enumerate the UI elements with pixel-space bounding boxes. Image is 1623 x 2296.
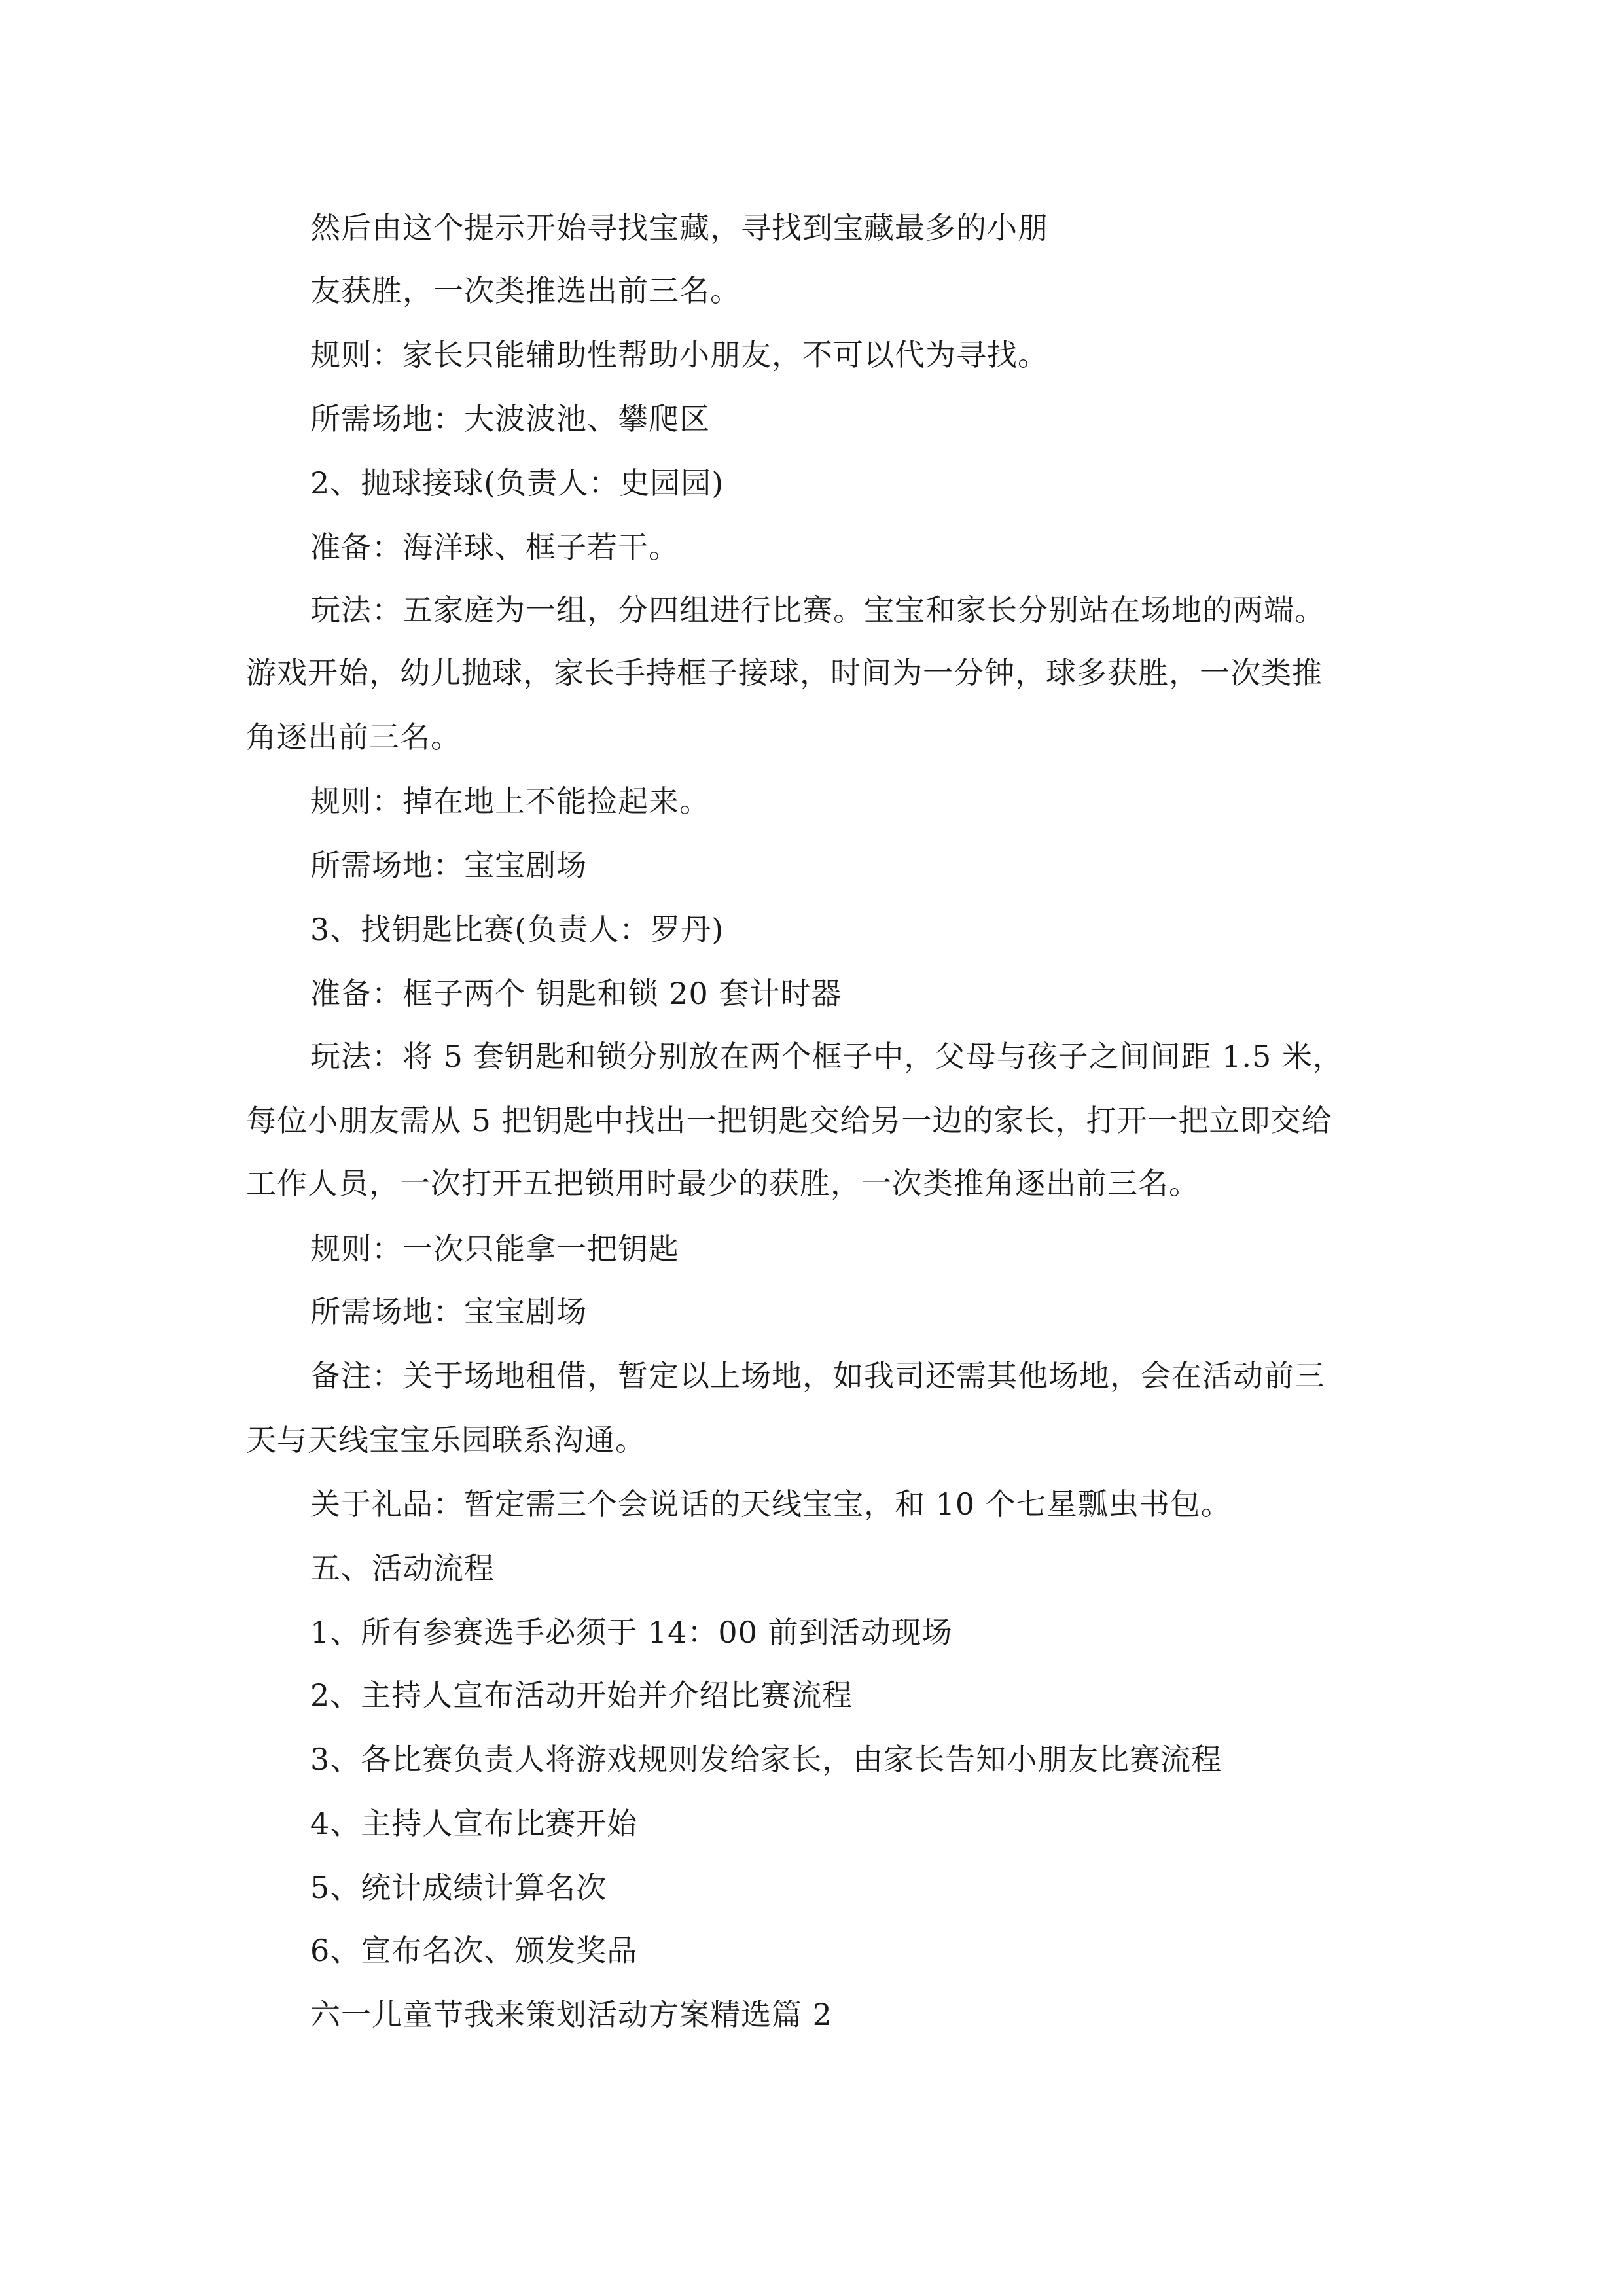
text-line: 游戏开始，幼儿抛球，家长手持框子接球，时间为一分钟，球多获胜，一次类推 (246, 655, 1323, 691)
section-heading: 六一儿童节我来策划活动方案精选篇 2 (310, 1997, 832, 2032)
text-line: 规则：一次只能拿一把钥匙 (310, 1231, 679, 1266)
text-line: 玩法：将 5 套钥匙和锁分别放在两个框子中，父母与孩子之间间距 1.5 米， (310, 1039, 1344, 1074)
text-line: 准备：框子两个 钥匙和锁 20 套计时器 (310, 976, 842, 1011)
text-line: 备注：关于场地租借，暂定以上场地，如我司还需其他场地，会在活动前三 (310, 1358, 1325, 1393)
text-line: 角逐出前三名。 (246, 719, 461, 755)
text-line: 工作人员，一次打开五把锁用时最少的获胜，一次类推角逐出前三名。 (246, 1166, 1200, 1201)
text-line: 所需场地：大波波池、攀爬区 (310, 401, 710, 437)
list-item: 2、主持人宣布活动开始并介绍比赛流程 (310, 1677, 853, 1713)
text-line: 友获胜，一次类推选出前三名。 (310, 273, 741, 308)
text-line: 然后由这个提示开始寻找宝藏，寻找到宝藏最多的小朋 (310, 210, 1048, 245)
list-item: 1、所有参赛选手必须于 14：00 前到活动现场 (310, 1615, 953, 1650)
text-line: 所需场地：宝宝剧场 (310, 848, 587, 883)
text-line: 所需场地：宝宝剧场 (310, 1294, 587, 1329)
text-line: 规则：掉在地上不能捡起来。 (310, 783, 710, 819)
text-line: 关于礼品：暂定需三个会说话的天线宝宝，和 10 个七星瓢虫书包。 (310, 1486, 1232, 1522)
text-line: 玩法：五家庭为一组，分四组进行比赛。宝宝和家长分别站在场地的两端。 (310, 592, 1325, 628)
section-heading: 3、找钥匙比赛(负责人：罗丹) (310, 912, 724, 947)
section-heading: 五、活动流程 (310, 1551, 495, 1586)
section-heading: 2、抛球接球(负责人：史园园) (310, 465, 724, 501)
list-item: 4、主持人宣布比赛开始 (310, 1806, 638, 1841)
text-line: 天与天线宝宝乐园联系沟通。 (246, 1422, 646, 1458)
list-item: 5、统计成绩计算名次 (310, 1870, 607, 1905)
text-line: 准备：海洋球、框子若干。 (310, 529, 679, 565)
list-item: 3、各比赛负责人将游戏规则发给家长，由家长告知小朋友比赛流程 (310, 1742, 1222, 1777)
text-line: 规则：家长只能辅助性帮助小朋友，不可以代为寻找。 (310, 337, 1048, 372)
text-line: 每位小朋友需从 5 把钥匙中找出一把钥匙交给另一边的家长，打开一把立即交给 (246, 1103, 1332, 1138)
list-item: 6、宣布名次、颁发奖品 (310, 1933, 638, 1968)
